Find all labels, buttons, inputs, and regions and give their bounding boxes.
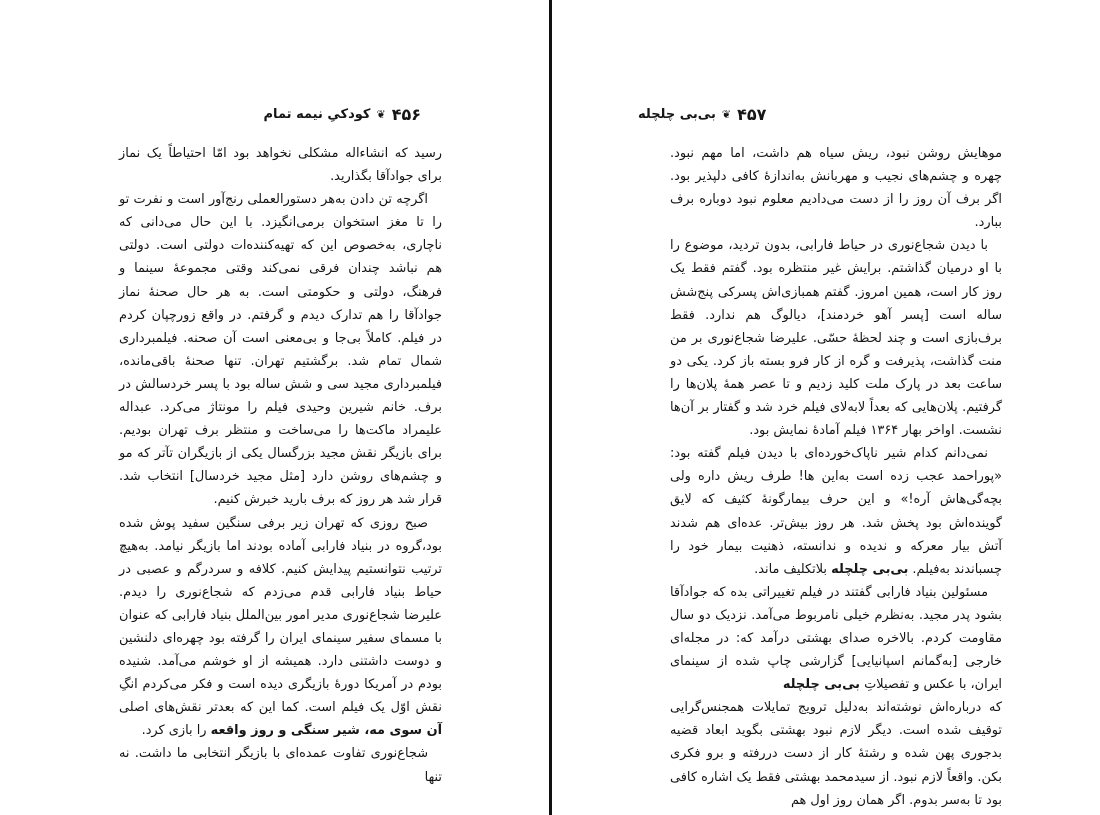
paragraph-text: نمی‌دانم کدام شیر ناپاک‌خورده‌ای با دیدن فیلم گفته بود: «پوراحمد عجب زده است به‌این ها! طرف ریش داره ولی بچه‌گی‌هاش آره!» و این حرف بیمارگونهٔ کثیف که لایق گوینده‌اش بود پخش شد. هر روز بیش‌تر. عده‌ای هم شدند آتش بیار معرکه و ندیده و ندانسته، ذهنیت بیمار خود را چسباندند به‌فیلم. bbox=[670, 446, 1002, 577]
paragraph-text: بلاتکلیف ماند. bbox=[754, 561, 832, 577]
paragraph: رسید که انشاءاله مشکلی نخواهد بود امّا احتیاطاً یک نماز برای جوادآقا بگذارید. bbox=[119, 146, 442, 185]
page-header-right bbox=[638, 105, 766, 124]
paragraph: شجاع‌نوری تفاوت عمده‌ای با بازیگر انتخابی ما داشت. نه تنها bbox=[119, 746, 442, 785]
film-titles-bold: آن سوی مه، شیر سنگی و روز واقعه bbox=[210, 723, 442, 739]
paragraph: موهایش روشن نبود، ریش سیاه هم داشت، اما مهم نبود. چهره و چشم‌های نجیب و مهربانش به‌اندازهٔ کافی دلپذیر بود. اگر برف آن روز را از دست می‌دادیم معلوم نبود دوباره برف ببارد. bbox=[670, 146, 1002, 231]
page-number: ۴۵۷ bbox=[737, 105, 767, 124]
paragraph bbox=[119, 512, 442, 743]
running-title: بی‌بی چلچله bbox=[638, 107, 716, 122]
film-title-bold: بی‌بی چلچله bbox=[782, 677, 861, 693]
page-header-left bbox=[264, 105, 421, 124]
page-right bbox=[552, 0, 1100, 815]
paragraph bbox=[670, 442, 1002, 581]
paragraph-text: مسئولین بنیاد فارابی گفتند در فیلم تغییراتی بده که جوادآقا بشود پدر مجید. به‌نظرم خیلی نامربوط می‌آمد. نزدیک دو سال مقاومت کردم. بالاخره صدای بهشتی درآمد که: در مجله‌ای خارجی [به‌گمانم اسپانیایی] گزارشی چاپ شده از سینمای ایران، با عکس و تفصیلاتِ bbox=[670, 584, 1002, 693]
body-text-left bbox=[119, 142, 442, 789]
leaf-ornament-icon: ❦ bbox=[376, 108, 386, 121]
paragraph-text: صبح روزی که تهران زیر برفی سنگین سفید پوش شده بود،گروه در بنیاد فارابی آماده بودند اما بازیگر نیامد. به‌هیچ ترتیب نتوانستیم پیدایش کنیم. کلافه و سردرگم و عصبی در حیاط بنیاد فارابی قدم می‌زدم که شجاع‌نوری را دیدم. علیرضا شجاع‌نوری مدیر امور بین‌الملل بنیاد فارابی که عنوان با مسمای سفیر سینمای ایران را گرفته بود چهره‌ای دلنشین و دوست داشتنی دارد. همیشه از او خوشم می‌آمد. شنیده بودم در آمریکا دورهٔ بازیگری دیده است و فکر می‌کردم انگِ نقش اوّل یک فیلم است. کما این که بعدتر نقش‌های اصلی bbox=[119, 515, 442, 716]
page-left bbox=[0, 0, 549, 815]
paragraph-text: را بازی کرد. bbox=[141, 723, 211, 739]
leaf-ornament-icon: ❦ bbox=[721, 108, 732, 121]
body-text-right bbox=[670, 142, 1002, 812]
paragraph: که درباره‌اش نوشته‌اند به‌دلیل ترویج تمایلات همجنس‌گرایی توقیف شده است. دیگر لازم نبود بهشتی بگوید ابعاد قضیه بدجوری پهن شده و رشته‌ٔ کار از دست دررفته و برو فکری بکن. واقعاً لازم نبود. از سیدمحمد بهشتی فقط یک اشاره کافی بود تا به‌سر بدوم. اگر همان روز اول هم bbox=[670, 700, 1002, 808]
paragraph bbox=[670, 581, 1002, 696]
paragraph: اگرچه تن دادن به‌هر دستورالعملی رنج‌آور است و نفرت تو را تا مغز استخوان برمی‌انگیزد. با این حال می‌دانی که ناچاری، به‌خصوص این که تهیه‌کننده‌ات دولتی است. دولتی هم نباشد چندان فرقی نمی‌کند وقتی مجموعهٔ سینما و فرهنگ، دولتی و حکومتی است. به هر حال صحنهٔ نماز جوادآقا را هم تدارک دیدم و گرفتم. در واقع زورچپان کردم در فیلم. کاملاً بی‌جا و بی‌معنی است آن صحنه. فیلمبرداری شمال تمام شد. برگشتیم تهران. تنها صحنهٔ باقی‌مانده، فیلمبرداری مجید سی و شش ساله بود با پسر خردسالش در برف. خانم شیرین وحیدی فیلم را مونتاژ می‌کرد. عبداله علیمراد ماکت‌ها را می‌ساخت و منتظر برف تهران بودیم. برای بازیگر نقش مجید بزرگسال یکی از بازیگران تآتر که مو و چشم‌های روشن دارد [مثل مجید خردسال] انتخاب شد. قرار شد هر روز که برف بارید خبرش کنیم. bbox=[119, 192, 442, 508]
page-number: ۴۵۶ bbox=[391, 105, 421, 124]
paragraph: با دیدن شجاع‌نوری در حیاط فارابی، بدون تردید، موضوع را با او درمیان گذاشتم. برایش غیر منتظره بود. گفتم فقط یک روز کار است، همین امروز. گفتم همبازی‌اش پسرکی پنج‌شش ساله است [پسر آهو خردمند]، دیالوگ هم ندارد. فقط برف‌بازی است و چند لحظهٔ حسّی. علیرضا شجاع‌نوری بر من منت گذاشت، پذیرفت و گره از کار فرو بسته باز کرد. یکی دو ساعت بعد در پارک ملت کلید زدیم و تا عصر همهٔ پلان‌ها را گرفتیم. پلان‌هایی که بعداً لابه‌لای فیلم خرد شد و گفتار بر آن‌ها نشست. اواخر بهار ۱۳۶۴ فیلم آمادهٔ نمایش بود. bbox=[670, 238, 1002, 439]
film-title-bold: بی‌بی چلچله bbox=[831, 561, 909, 577]
running-title: کودکیِ نیمه تمام bbox=[263, 107, 371, 122]
